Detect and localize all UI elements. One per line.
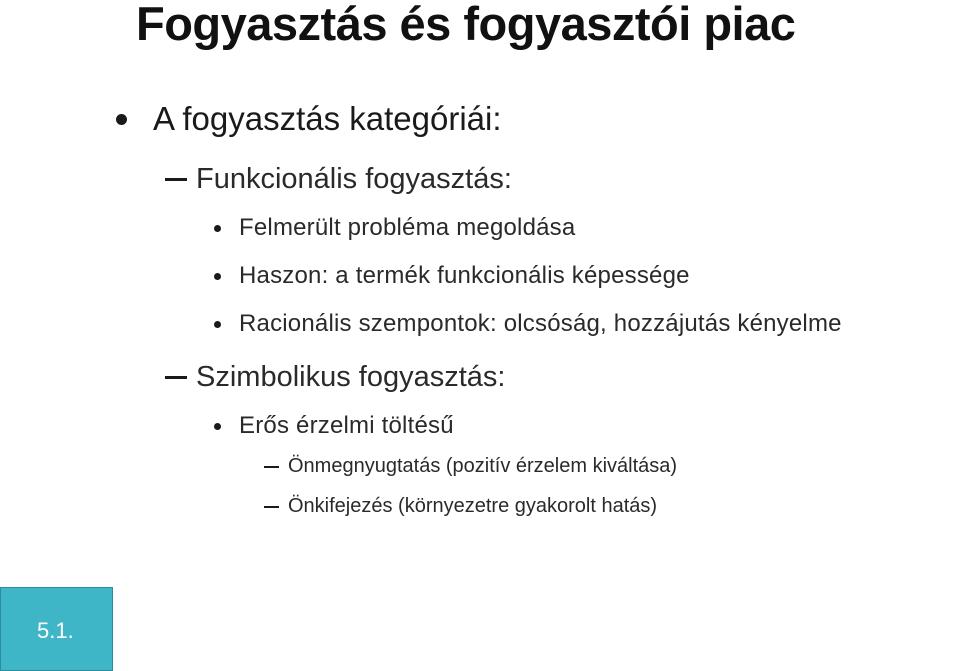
- bullet-dot-icon: [214, 321, 221, 328]
- sub-list-item-text: Önkifejezés (környezetre gyakorolt hatás): [288, 495, 658, 517]
- bullet-dot-icon: [214, 423, 221, 430]
- list-item-text: Erős érzelmi töltésű: [239, 412, 454, 439]
- list-item: [214, 310, 842, 338]
- list-item: [214, 412, 454, 440]
- list-item: [214, 214, 575, 242]
- slide-title: Fogyasztás és fogyasztói piac: [136, 0, 796, 50]
- list-item-text: Felmerült probléma megoldása: [239, 214, 576, 241]
- bullet-dot-icon: [214, 273, 221, 280]
- symbolic-heading-text: Szimbolikus fogyasztás:: [196, 361, 506, 393]
- bullet-consumption-categories: [116, 100, 502, 138]
- dash-icon: [165, 376, 187, 379]
- sub-list-item-text: Önmegnyugtatás (pozitív érzelem kiváltása): [288, 455, 678, 477]
- dash-icon: [264, 466, 279, 468]
- dash-icon: [264, 506, 279, 508]
- heading-functional: [165, 163, 512, 196]
- page-number: 5.1.: [37, 618, 74, 643]
- sub-list-item: [264, 495, 657, 518]
- bullet-dot-icon: [116, 114, 127, 125]
- bullet-dot-icon: [214, 225, 221, 232]
- dash-icon: [165, 178, 187, 181]
- page-number-badge: [0, 587, 113, 671]
- heading-symbolic: [165, 361, 505, 394]
- bullet-text: A fogyasztás kategóriái:: [153, 100, 502, 137]
- functional-heading-text: Funkcionális fogyasztás:: [196, 163, 512, 195]
- list-item-text: Haszon: a termék funkcionális képessége: [239, 262, 690, 289]
- list-item-text: Racionális szempontok: olcsóság, hozzájutás kényelme: [239, 310, 842, 337]
- list-item: [214, 262, 690, 290]
- sub-list-item: [264, 455, 677, 478]
